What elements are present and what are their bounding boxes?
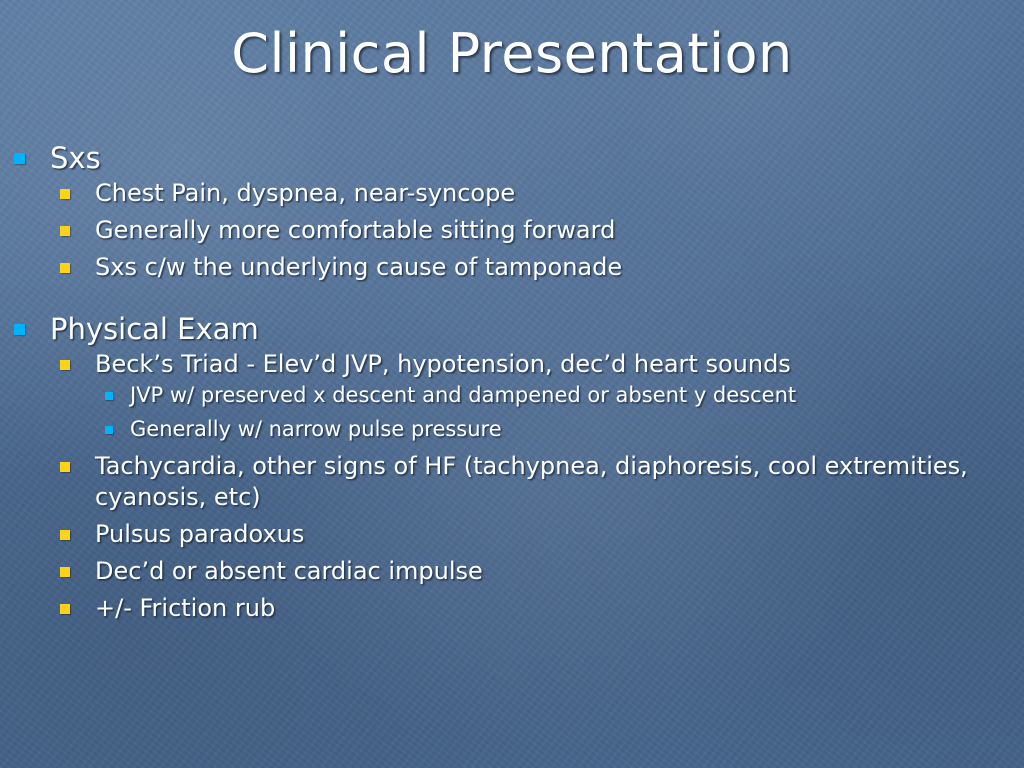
list-item-text: Dec’d or absent cardiac impulse (95, 557, 483, 585)
list-item (60, 593, 1004, 624)
list-item (60, 556, 1004, 587)
list-item (60, 519, 1004, 550)
square-bullet-icon (60, 263, 70, 273)
square-bullet-icon (60, 567, 70, 577)
list-item-text: Generally more comfortable sitting forward (95, 216, 616, 244)
section-heading: Sxs (50, 141, 101, 175)
square-bullet-icon (14, 153, 25, 164)
list-item (60, 349, 1004, 445)
slide-title: Clinical Presentation (231, 22, 793, 85)
list-item-text: Tachycardia, other signs of HF (tachypnea, diaphoresis, cool extremities, cyanosis, etc) (95, 452, 968, 511)
square-bullet-icon (60, 462, 70, 472)
section-physical-exam (14, 311, 1004, 624)
list-item (60, 215, 1004, 246)
list-item-text: Sxs c/w the underlying cause of tamponade (95, 253, 623, 281)
list-item (60, 178, 1004, 209)
list-item (60, 451, 1004, 513)
bullet-list (14, 140, 1004, 624)
sub-list (60, 349, 1004, 624)
list-item-text: Generally w/ narrow pulse pressure (130, 417, 502, 441)
list-item-text: +/- Friction rub (95, 594, 276, 622)
square-bullet-icon (105, 392, 113, 400)
square-bullet-icon (60, 360, 70, 370)
square-bullet-icon (14, 324, 25, 335)
square-bullet-icon (105, 426, 113, 434)
list-item (105, 380, 1004, 411)
square-bullet-icon (60, 189, 70, 199)
list-item (105, 414, 1004, 445)
square-bullet-icon (60, 226, 70, 236)
list-item-text: Beck’s Triad - Elev’d JVP, hypotension, dec’d heart sounds (95, 350, 791, 378)
list-item-text: Pulsus paradoxus (95, 520, 305, 548)
sub-sub-list (105, 380, 1004, 445)
list-item-text: JVP w/ preserved x descent and dampened or absent y descent (130, 383, 797, 407)
section-heading: Physical Exam (50, 312, 259, 346)
sub-list (60, 178, 1004, 283)
list-item (60, 252, 1004, 283)
square-bullet-icon (60, 530, 70, 540)
square-bullet-icon (60, 604, 70, 614)
section-symptoms (14, 140, 1004, 283)
list-item-text: Chest Pain, dyspnea, near-syncope (95, 179, 516, 207)
slide-content (14, 140, 1004, 630)
